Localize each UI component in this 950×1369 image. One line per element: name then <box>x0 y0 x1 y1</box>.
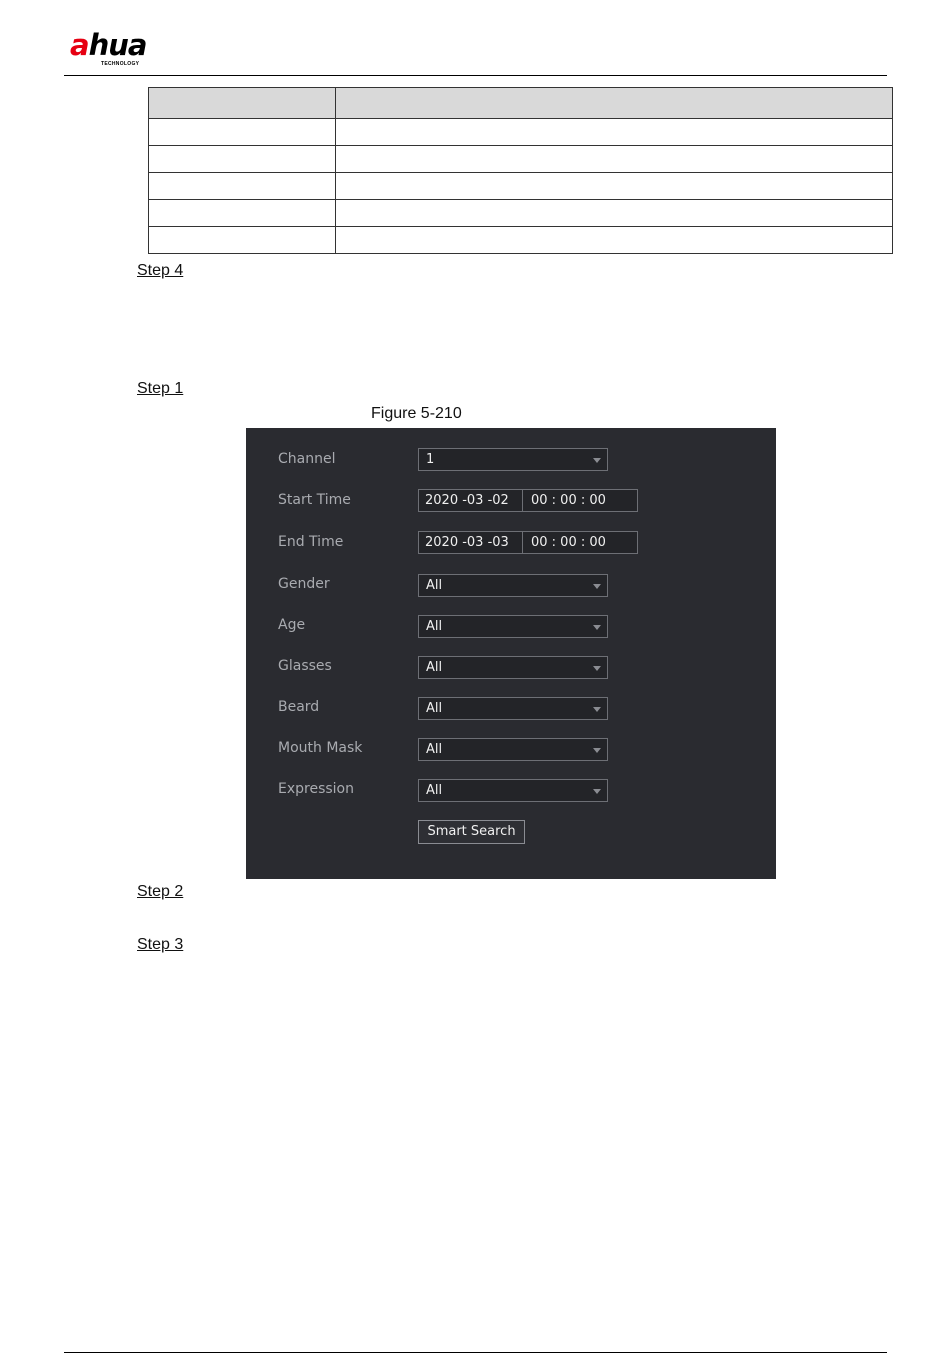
table-row <box>149 146 893 173</box>
chevron-down-icon <box>593 707 601 712</box>
glasses-label: Glasses <box>278 658 332 674</box>
channel-select[interactable] <box>418 448 608 471</box>
glasses-value: All <box>426 660 443 675</box>
parameter-table <box>148 87 893 254</box>
header-divider <box>64 75 887 76</box>
age-value: All <box>426 619 443 634</box>
step-3-label: Step 3 <box>137 936 184 953</box>
age-select[interactable] <box>418 615 608 638</box>
dahua-logo <box>70 30 185 72</box>
gender-label: Gender <box>278 576 330 592</box>
chevron-down-icon <box>593 625 601 630</box>
start-time-field[interactable] <box>418 489 638 512</box>
glasses-select[interactable] <box>418 656 608 679</box>
footer-divider <box>64 1352 887 1353</box>
channel-label: Channel <box>278 451 336 467</box>
beard-label: Beard <box>278 699 320 715</box>
table-row <box>149 119 893 146</box>
logo-mark: a <box>70 28 89 62</box>
beard-value: All <box>426 701 443 716</box>
age-label: Age <box>278 617 306 633</box>
table-row <box>149 173 893 200</box>
mouth-mask-value: All <box>426 742 443 757</box>
logo-word: hua <box>88 28 147 62</box>
step-4-label: Step 4 <box>137 262 184 279</box>
figure-caption: Figure 5-210 <box>371 405 462 422</box>
end-time-field[interactable] <box>418 531 638 554</box>
end-time-value[interactable]: 00 : 00 : 00 <box>531 535 606 550</box>
table-row <box>149 200 893 227</box>
table-row <box>149 227 893 254</box>
chevron-down-icon <box>593 666 601 671</box>
chevron-down-icon <box>593 458 601 463</box>
end-date-value[interactable]: 2020 -03 -03 <box>425 535 509 550</box>
expression-value: All <box>426 783 443 798</box>
step-2-label: Step 2 <box>137 883 184 900</box>
channel-value: 1 <box>426 452 435 467</box>
chevron-down-icon <box>593 748 601 753</box>
mouth-mask-label: Mouth Mask <box>278 740 363 756</box>
expression-label: Expression <box>278 781 354 797</box>
step-1-label: Step 1 <box>137 380 184 397</box>
beard-select[interactable] <box>418 697 608 720</box>
mouth-mask-select[interactable] <box>418 738 608 761</box>
table-header-row <box>149 88 893 119</box>
field-separator <box>522 532 523 553</box>
start-date-value[interactable]: 2020 -03 -02 <box>425 493 509 508</box>
chevron-down-icon <box>593 789 601 794</box>
start-time-label: Start Time <box>278 492 351 508</box>
field-separator <box>522 490 523 511</box>
smart-search-button[interactable]: Smart Search <box>418 820 525 844</box>
expression-select[interactable] <box>418 779 608 802</box>
gender-value: All <box>426 578 443 593</box>
end-time-label: End Time <box>278 534 344 550</box>
chevron-down-icon <box>593 584 601 589</box>
logo-tagline: TECHNOLOGY <box>101 61 140 67</box>
start-time-value[interactable]: 00 : 00 : 00 <box>531 493 606 508</box>
gender-select[interactable] <box>418 574 608 597</box>
smart-search-panel <box>246 428 776 879</box>
